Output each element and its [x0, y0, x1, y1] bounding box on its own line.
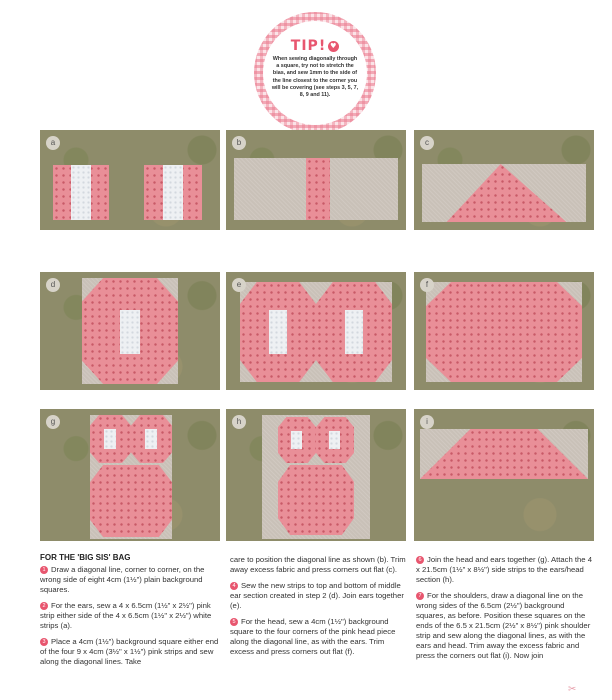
heart-icon: ♥: [330, 41, 338, 50]
step-number: 2: [40, 602, 48, 610]
step-text: Sew the new strips to top and bottom of middle ear section created in step 2 (d). Join ears together (e).: [230, 581, 404, 610]
step-text: For the shoulders, draw a diagonal line on the wrong sides of the 6.5cm (2½") background squares, as before. Position these squares on the ends of the 6.5 x 21.5cm (2½" x 8½") pink shoulder strip and sew along the diagonal lines, as with the ears and head. Trim away the excess fabric and press the corners out flat (i). Now join: [416, 591, 591, 660]
instructions-heading: FOR THE 'BIG SIS' BAG: [40, 553, 131, 562]
step-6: [416, 555, 596, 585]
photo-panel-b: [226, 130, 406, 230]
photo-panel-g: [40, 409, 220, 541]
photo-panel-e: [226, 272, 406, 390]
step-text: Place a 4cm (1½") background square either end of the four 9 x 4cm (3½" x 1½") pink strips and sew along the diagonal lines. Take: [40, 637, 219, 666]
photo-panel-h: [226, 409, 406, 541]
white-right: [345, 310, 363, 354]
step-number: 4: [230, 582, 238, 590]
step-4: [230, 581, 410, 611]
photo-panel-d: [40, 272, 220, 390]
step-2: [40, 601, 220, 631]
step-1: [40, 565, 220, 595]
panel-label-a: a: [46, 136, 60, 150]
step-number: 3: [40, 638, 48, 646]
step-number: 6: [416, 556, 424, 564]
instructions-col-1: [40, 553, 220, 673]
step-text: For the head, sew a 4cm (1½") background square to the four corners of the pink head piece along the diagonal line, as with the ears. Trim excess and press corners out flat (f).: [230, 617, 396, 656]
white-g-left: [104, 429, 116, 449]
tip-badge: [254, 12, 376, 134]
step-text: Join the head and ears together (g). Attach the 4 x 21.5cm (1½" x 8½") side strips to the ears/head section (h).: [416, 555, 592, 584]
instructions-col-3: [416, 555, 596, 667]
scissors-icon: ✂: [568, 684, 577, 695]
photo-panel-f: [414, 272, 594, 390]
step-text: Draw a diagonal line, corner to corner, on the wrong side of eight 4cm (1½") plain background squares.: [40, 565, 205, 594]
white-center: [120, 310, 140, 354]
panel-label-h: h: [232, 415, 246, 429]
step-text: care to position the diagonal line as shown (b). Trim away excess fabric and press corners out flat (c).: [230, 555, 406, 574]
photo-panel-a: [40, 130, 220, 230]
tip-text: When sewing diagonally through a square, try not to stretch the bias, and sew 1mm to the side of the line closest to the corner you will be covering (see steps 3, 5, 7, 8, 9 and 11).: [271, 56, 359, 99]
step-5: [230, 617, 410, 657]
tip-title-text: TIP!: [290, 38, 327, 54]
step-number: 7: [416, 592, 424, 600]
step-3-cont: [230, 555, 410, 575]
panel-label-d: d: [46, 278, 60, 292]
step-number: 1: [40, 566, 48, 574]
panel-label-f: f: [420, 278, 434, 292]
panel-label-c: c: [420, 136, 434, 150]
tip-content: [263, 21, 367, 125]
tip-title: [263, 38, 367, 54]
white-h-left: [291, 431, 302, 449]
white-left: [269, 310, 287, 354]
step-text: For the ears, sew a 4 x 6.5cm (1½" x 2½") pink strip either side of the 4 x 6.5cm (1½" x 2½") white strips (a).: [40, 601, 212, 630]
instructions-col-2: [230, 555, 410, 663]
panel-label-b: b: [232, 136, 246, 150]
white-h-right: [329, 431, 340, 449]
head-h: [278, 465, 354, 535]
panel-label-i: i: [420, 415, 434, 429]
white-strip-right: [163, 165, 183, 220]
head-g: [90, 465, 172, 537]
panel-label-e: e: [232, 278, 246, 292]
photo-panel-i: [414, 409, 594, 541]
pink-center-strip: [306, 158, 330, 220]
step-number: 5: [230, 618, 238, 626]
panel-label-g: g: [46, 415, 60, 429]
photo-panel-c: [414, 130, 594, 230]
white-g-right: [145, 429, 157, 449]
white-strip-left: [71, 165, 91, 220]
pink-head: [426, 282, 582, 382]
step-3: [40, 637, 220, 667]
step-7: [416, 591, 596, 661]
